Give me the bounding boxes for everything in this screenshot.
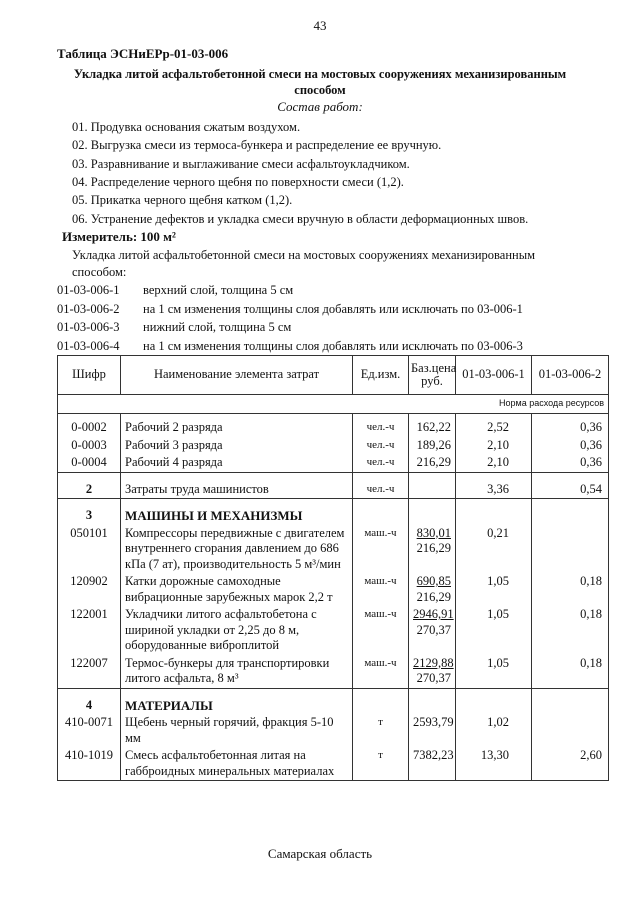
table-title: Таблица ЭСНиЕРр-01-03-006 [57, 46, 229, 61]
cell-col-1: 2,10 [456, 437, 532, 455]
cell-col-1: 3,36 [456, 472, 532, 499]
cell-code: 120902 [58, 573, 121, 606]
cell-col-1: 1,05 [456, 655, 532, 689]
cell-code: 0-0002 [58, 414, 121, 437]
table-row [58, 437, 609, 455]
table-row [58, 688, 609, 714]
table-row [58, 472, 609, 499]
resource-table [57, 355, 609, 781]
table-row [58, 714, 609, 747]
cell-code: 122007 [58, 655, 121, 689]
cell-code: 410-1019 [58, 747, 121, 781]
cell-code: 122001 [58, 606, 121, 655]
norm-label: Норма расхода ресурсов [58, 395, 609, 414]
table-row [58, 454, 609, 472]
price-wage: 270,37 [416, 671, 451, 685]
cell-col-1: 2,52 [456, 414, 532, 437]
cell-col-2: 0,18 [532, 655, 609, 689]
cell-name: Щебень черный горячий, фракция 5-10 мм [121, 714, 353, 747]
cell-price [409, 525, 456, 574]
table-row [58, 747, 609, 781]
table-row [58, 655, 609, 689]
cell-price: 2593,79 [409, 714, 456, 747]
price-current: 690,85 [416, 574, 451, 588]
cell-col-1: 1,05 [456, 573, 532, 606]
price-current: 2946,91 [413, 607, 454, 621]
cell-col-2: 0,18 [532, 573, 609, 606]
cell-name: Смесь асфальтобетонная литая на габброидных минеральных материалах [121, 747, 353, 781]
header-price: Баз.цена руб. [409, 356, 456, 395]
cell-name: Рабочий 4 разряда [121, 454, 353, 472]
cell-name: Укладчики литого асфальтобетона с шириной укладки от 2,25 до 8 м, оборудованные виброплитой [121, 606, 353, 655]
cell-price: 216,29 [409, 454, 456, 472]
cell-col-1 [456, 688, 532, 714]
cell-unit: маш.-ч [353, 525, 409, 574]
cell-code: 4 [58, 688, 121, 714]
work-item: 05. Прикатка черного щебня катком (1,2). [72, 193, 293, 208]
cell-col-2 [532, 499, 609, 525]
description-line-2: способом: [72, 265, 127, 279]
cell-code: 0-0004 [58, 454, 121, 472]
cell-price [409, 606, 456, 655]
norm-row [58, 395, 609, 414]
cell-code: 050101 [58, 525, 121, 574]
cell-name: Рабочий 3 разряда [121, 437, 353, 455]
work-item: 06. Устранение дефектов и укладка смеси вручную в области деформационных швов. [72, 211, 529, 226]
page-number: 43 [313, 18, 327, 33]
cell-code: 0-0003 [58, 437, 121, 455]
price-wage: 216,29 [416, 541, 451, 555]
cell-price [409, 655, 456, 689]
code-id: 01-03-006-4 [57, 338, 120, 353]
header-col-1: 01-03-006-1 [456, 356, 532, 395]
cell-price: 189,26 [409, 437, 456, 455]
cell-price: 162,22 [409, 414, 456, 437]
cell-unit: чел.-ч [353, 472, 409, 499]
table-row [58, 414, 609, 437]
work-item: 02. Выгрузка смеси из термоса-бункера и распределение ее вручную. [72, 138, 442, 153]
cell-unit: чел.-ч [353, 437, 409, 455]
cell-unit [353, 499, 409, 525]
cell-col-1: 1,02 [456, 714, 532, 747]
cell-col-2 [532, 525, 609, 574]
cell-col-1: 0,21 [456, 525, 532, 574]
cell-code: 3 [58, 499, 121, 525]
code-text: на 1 см изменения толщины слоя добавлять или исключать по 03-006-3 [143, 338, 523, 353]
cell-name: Затраты труда машинистов [121, 472, 353, 499]
table-header-row [58, 356, 609, 395]
heading-line-2: способом [294, 83, 346, 97]
cell-unit: маш.-ч [353, 655, 409, 689]
cell-col-1: 1,05 [456, 606, 532, 655]
cell-col-1 [456, 499, 532, 525]
cell-col-2 [532, 714, 609, 747]
code-id: 01-03-006-2 [57, 301, 120, 316]
cell-unit: чел.-ч [353, 454, 409, 472]
cell-unit: т [353, 714, 409, 747]
cell-code: 410-0071 [58, 714, 121, 747]
measure: Измеритель: 100 м² [62, 229, 176, 244]
cell-unit: маш.-ч [353, 606, 409, 655]
cell-name: Рабочий 2 разряда [121, 414, 353, 437]
code-id: 01-03-006-3 [57, 320, 120, 334]
header-col-2: 01-03-006-2 [532, 356, 609, 395]
price-current: 2129,88 [413, 655, 454, 670]
cell-unit [353, 688, 409, 714]
cell-name: Термос-бункеры для транспортировки литого асфальта, 8 м³ [121, 655, 353, 689]
cell-price: 7382,23 [409, 747, 456, 781]
code-text: нижний слой, толщина 5 см [143, 320, 292, 334]
cell-unit: т [353, 747, 409, 781]
cell-col-2 [532, 688, 609, 714]
cell-name: МАТЕРИАЛЫ [121, 688, 353, 714]
cell-code: 2 [58, 472, 121, 499]
footer-region: Самарская область [267, 846, 373, 861]
header-code: Шифр [58, 356, 121, 395]
work-item: 01. Продувка основания сжатым воздухом. [72, 120, 301, 134]
cell-name: Катки дорожные самоходные вибрационные зарубежных марок 2,2 т [121, 573, 353, 606]
cell-col-2: 0,18 [532, 606, 609, 655]
table-row [58, 499, 609, 525]
cell-col-2: 0,36 [532, 454, 609, 472]
code-text: на 1 см изменения толщины слоя добавлять или исключать по 03-006-1 [143, 301, 523, 316]
cell-col-2: 0,36 [532, 414, 609, 437]
header-unit: Ед.изм. [353, 356, 409, 395]
heading-line-1: Укладка литой асфальтобетонной смеси на мостовых сооружениях механизированным [73, 67, 567, 81]
description-line-1: Укладка литой асфальтобетонной смеси на мостовых сооружениях механизированным [72, 248, 536, 262]
price-current: 830,01 [416, 525, 451, 540]
table-row [58, 606, 609, 655]
table-row [58, 573, 609, 606]
price-wage: 216,29 [416, 589, 451, 604]
cell-unit: чел.-ч [353, 414, 409, 437]
header-name: Наименование элемента затрат [121, 356, 353, 395]
work-item: 04. Распределение черного щебня по поверхности смеси (1,2). [72, 174, 404, 189]
price-wage: 270,37 [416, 622, 451, 637]
cell-price [409, 499, 456, 525]
code-text: верхний слой, толщина 5 см [143, 283, 294, 297]
cell-col-1: 2,10 [456, 454, 532, 472]
cell-unit: маш.-ч [353, 573, 409, 606]
cell-name: МАШИНЫ И МЕХАНИЗМЫ [121, 499, 353, 525]
cell-price [409, 688, 456, 714]
code-id: 01-03-006-1 [57, 283, 120, 297]
cell-name: Компрессоры передвижные с двигателем внутреннего сгорания давлением до 686 кПа (7 ат), производительность 5 м³/мин [121, 525, 353, 574]
cell-col-2: 2,60 [532, 747, 609, 781]
cell-col-2: 0,54 [532, 472, 609, 499]
cell-price [409, 573, 456, 606]
work-item: 03. Разравнивание и выглаживание смеси асфальтоукладчиком. [72, 156, 410, 171]
cell-price [409, 472, 456, 499]
table-row [58, 525, 609, 574]
cell-col-1: 13,30 [456, 747, 532, 781]
works-title: Состав работ: [277, 99, 363, 114]
cell-col-2: 0,36 [532, 437, 609, 455]
